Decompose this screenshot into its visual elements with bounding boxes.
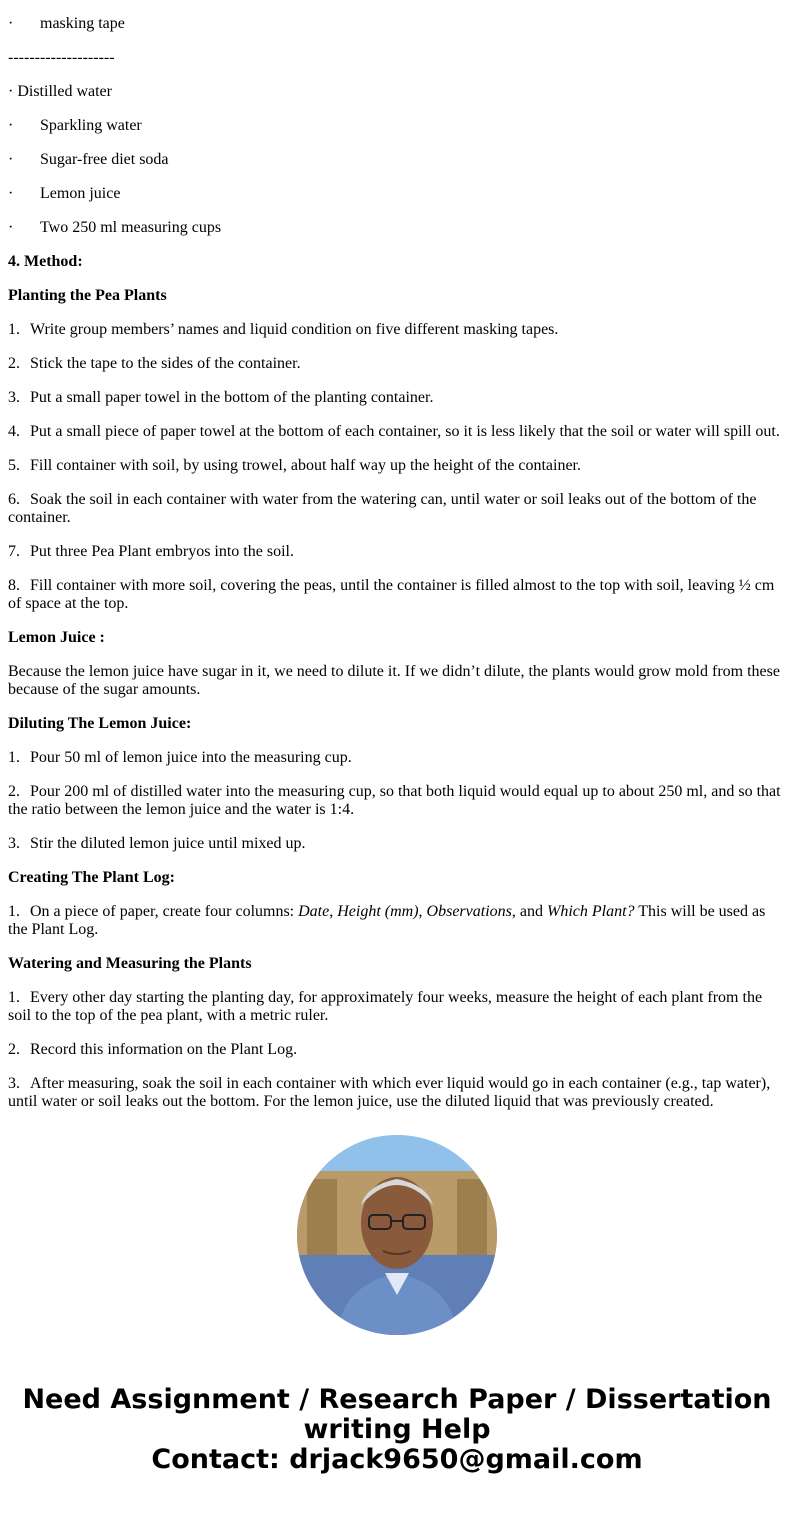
watering-step bbox=[8, 1075, 786, 1111]
help-banner bbox=[8, 1385, 786, 1475]
step-number: 1. bbox=[8, 903, 20, 920]
material-text: Lemon juice bbox=[40, 185, 121, 202]
material-item bbox=[8, 15, 786, 33]
step-number: 3. bbox=[8, 1075, 20, 1092]
planting-step bbox=[8, 577, 786, 613]
material-text: masking tape bbox=[40, 15, 125, 32]
step-number: 5. bbox=[8, 457, 20, 474]
step-number: 3. bbox=[8, 389, 20, 406]
plant-log-step bbox=[8, 903, 786, 939]
diluting-step bbox=[8, 835, 786, 853]
bullet: · bbox=[8, 185, 14, 202]
step-number: 2. bbox=[8, 1041, 20, 1058]
step-number: 4. bbox=[8, 423, 20, 440]
step-text: Record this information on the Plant Log. bbox=[30, 1041, 298, 1058]
planting-step bbox=[8, 491, 786, 527]
author-portrait-icon bbox=[297, 1135, 497, 1335]
step-text: Every other day starting the planting day, for approximately four weeks, measure the height of each plant from the soil to the top of the pea plant, with a metric ruler. bbox=[8, 989, 763, 1024]
step-text: On a piece of paper, create four columns: bbox=[30, 903, 299, 920]
step-text: Stir the diluted lemon juice until mixed up. bbox=[30, 835, 306, 852]
planting-step bbox=[8, 543, 786, 561]
step-text: Fill container with soil, by using trowel, about half way up the height of the container. bbox=[30, 457, 581, 474]
material-text: Two 250 ml measuring cups bbox=[40, 219, 222, 236]
material-item bbox=[8, 219, 786, 237]
step-number: 1. bbox=[8, 989, 20, 1006]
diluting-heading: Diluting The Lemon Juice: bbox=[8, 715, 192, 732]
column-observations: Observations bbox=[426, 903, 512, 920]
step-number: 1. bbox=[8, 749, 20, 766]
column-height: Height (mm) bbox=[337, 903, 419, 920]
bullet: · bbox=[8, 219, 14, 236]
step-number: 7. bbox=[8, 543, 20, 560]
planting-step bbox=[8, 423, 786, 441]
lemon-juice-heading: Lemon Juice : bbox=[8, 629, 105, 646]
step-text: Write group members’ names and liquid condition on five different masking tapes. bbox=[30, 321, 559, 338]
step-number: 8. bbox=[8, 577, 20, 594]
planting-step bbox=[8, 321, 786, 339]
material-item bbox=[8, 151, 786, 169]
lemon-juice-paragraph: Because the lemon juice have sugar in it, we need to dilute it. If we didn’t dilute, the plants would grow mold from these because of the sugar amounts. bbox=[8, 663, 780, 698]
planting-step bbox=[8, 355, 786, 373]
plant-log-heading: Creating The Plant Log: bbox=[8, 869, 175, 886]
step-text: Pour 200 ml of distilled water into the measuring cup, so that both liquid would equal up to about 250 ml, and so that the ratio between the lemon juice and the water is 1:4. bbox=[8, 783, 781, 818]
material-item bbox=[8, 117, 786, 135]
watering-step bbox=[8, 989, 786, 1025]
separator-comma: , bbox=[329, 903, 338, 920]
diluting-step bbox=[8, 783, 786, 819]
separator-comma: , bbox=[418, 903, 427, 920]
step-number: 2. bbox=[8, 355, 20, 372]
material-distilled-water: · Distilled water bbox=[8, 83, 112, 100]
material-text: Sugar-free diet soda bbox=[40, 151, 169, 168]
step-text-tail: This will be used as the Plant Log. bbox=[8, 903, 766, 938]
contact-email[interactable]: Contact: drjack9650@gmail.com bbox=[151, 1444, 643, 1475]
step-number: 3. bbox=[8, 835, 20, 852]
help-banner-title: Need Assignment / Research Paper / Dissertation writing Help bbox=[22, 1384, 772, 1445]
step-text: Pour 50 ml of lemon juice into the measuring cup. bbox=[30, 749, 352, 766]
bullet: · bbox=[8, 151, 14, 168]
method-heading: 4. Method: bbox=[8, 253, 83, 270]
step-text: Put a small paper towel in the bottom of the planting container. bbox=[30, 389, 434, 406]
step-text: Put three Pea Plant embryos into the soil. bbox=[30, 543, 294, 560]
bullet: · bbox=[8, 117, 14, 134]
planting-step bbox=[8, 457, 786, 475]
watering-step bbox=[8, 1041, 786, 1059]
column-date: Date bbox=[298, 903, 330, 920]
column-which-plant: Which Plant? bbox=[546, 903, 635, 920]
step-number: 1. bbox=[8, 321, 20, 338]
material-text: Sparkling water bbox=[40, 117, 142, 134]
material-item bbox=[8, 185, 786, 203]
planting-step bbox=[8, 389, 786, 407]
diluting-step bbox=[8, 749, 786, 767]
separator-and: , and bbox=[511, 903, 547, 920]
step-number: 2. bbox=[8, 783, 20, 800]
step-text: Put a small piece of paper towel at the bottom of each container, so it is less likely that the soil or water will spill out. bbox=[30, 423, 780, 440]
separator-line: -------------------- bbox=[8, 49, 115, 66]
author-avatar bbox=[297, 1135, 497, 1335]
author-avatar-container bbox=[8, 1135, 786, 1335]
step-text: Soak the soil in each container with water from the watering can, until water or soil leaks out of the bottom of the container. bbox=[8, 491, 757, 526]
bullet: · bbox=[8, 15, 14, 32]
planting-heading: Planting the Pea Plants bbox=[8, 287, 167, 304]
watering-heading: Watering and Measuring the Plants bbox=[8, 955, 252, 972]
step-number: 6. bbox=[8, 491, 20, 508]
step-text: Stick the tape to the sides of the container. bbox=[30, 355, 301, 372]
step-text: Fill container with more soil, covering the peas, until the container is filled almost to the top with soil, leaving ½ cm of space at the top. bbox=[8, 577, 775, 612]
step-text: After measuring, soak the soil in each container with which ever liquid would go in each container (e.g., tap water), until water or soil leaks out the bottom. For the lemon juice, use the diluted liquid that was previously created. bbox=[8, 1075, 771, 1110]
